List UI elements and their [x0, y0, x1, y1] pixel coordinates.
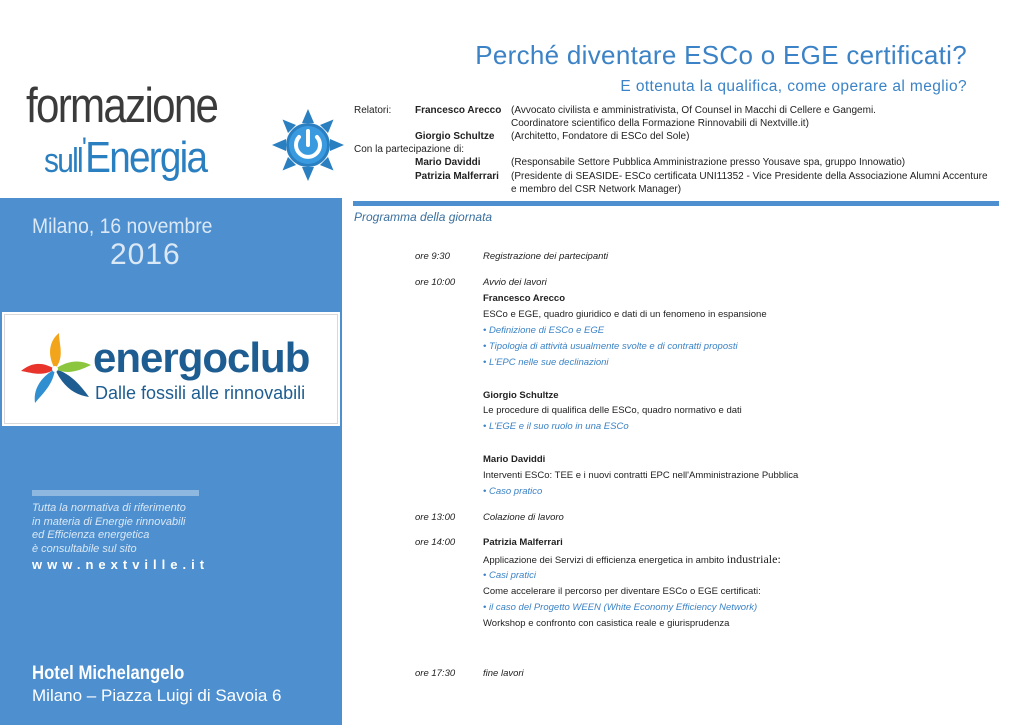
sponsor-name-b: club [227, 334, 310, 381]
sponsor-inner [4, 314, 338, 424]
speaker-desc: (Architetto, Fondatore di ESCo del Sole) [511, 131, 690, 142]
program-bullet: • Casi pratici [483, 570, 536, 581]
relatori-label: Relatori: [354, 105, 392, 116]
speaker-desc: (Responsabile Settore Pubblica Amministrazione presso Yousave spa, gruppo Innowatio) [511, 157, 906, 168]
program-speaker: Patrizia Malferrari [483, 537, 563, 548]
power-button-sun-icon [270, 107, 346, 183]
program-item: fine lavori [483, 668, 524, 679]
program-bullet: • L'EGE e il suo ruolo in una ESCo [483, 421, 629, 432]
program-topic: ESCo e EGE, quadro giuridico e dati di un fenomeno in espansione [483, 309, 767, 320]
participation-label: Con la partecipazione di: [354, 144, 465, 155]
program-time: ore 9:30 [415, 251, 450, 262]
venue-name: Hotel Michelangelo [32, 663, 185, 684]
page-title: Perché diventare ESCo o EGE certificati? [475, 40, 967, 70]
speaker-desc: Coordinatore scientifico della Formazione Rinnovabili di Nextville.it) [511, 118, 809, 129]
logo-line-2a: sull [44, 142, 82, 180]
venue-address: Milano – Piazza Luigi di Savoia 6 [32, 686, 282, 705]
speaker-desc: (Avvocato civilista e amministrativista, Of Counsel in Macchi di Cellere e Gangemi. [511, 105, 876, 116]
info-text [32, 502, 272, 556]
speaker-name: Patrizia Malferrari [415, 171, 499, 182]
sponsor-tagline: Dalle fossili alle rinnovabili [95, 383, 306, 403]
program-bullet: • Caso pratico [483, 486, 543, 497]
program-bullet: • il caso del Progetto WEEN (White Economy Efficiency Network) [483, 602, 758, 613]
program-speaker: Mario Daviddi [483, 454, 546, 465]
logo-line-2b: Energia [85, 133, 207, 182]
program-bullet: • L'EPC nelle sue declinazioni [483, 357, 609, 368]
program-time: ore 10:00 [415, 277, 456, 288]
program-topic: Le procedure di qualifica delle ESCo, quadro normativo e dati [483, 405, 742, 416]
website-link[interactable]: www.nextville.it [32, 557, 210, 572]
program-time: ore 17:30 [415, 668, 456, 679]
info-line: in materia di Energie rinnovabili [32, 515, 186, 528]
program-time: ore 14:00 [415, 537, 456, 548]
sponsor-name [93, 335, 309, 381]
program-bullet: • Tipologia di attività usualmente svolte e di contratti proposti [483, 341, 738, 352]
program-topic: Interventi ESCo: TEE e i nuovi contratti EPC nell'Amministrazione Pubblica [483, 470, 799, 481]
program-speaker: Giorgio Schultze [483, 390, 559, 401]
speaker-name: Giorgio Schultze [415, 131, 495, 142]
speaker-name: Francesco Arecco [415, 105, 502, 116]
program-topic-a: Applicazione dei Servizi di efficienza energetica in ambito [483, 555, 727, 566]
page-subtitle: E ottenuta la qualifica, come operare al meglio? [620, 78, 967, 95]
program-topic-b: industriale: [726, 552, 781, 566]
pinwheel-logo-icon [19, 331, 91, 405]
program-item: Colazione di lavoro [483, 512, 564, 523]
info-line: è consultabile sul sito [32, 542, 137, 555]
event-year: 2016 [110, 238, 181, 271]
section-divider [353, 201, 999, 206]
logo-apostrophe: ' [81, 132, 86, 165]
program-time: ore 13:00 [415, 512, 456, 523]
speaker-name: Mario Daviddi [415, 157, 481, 168]
program-topic [483, 553, 781, 567]
speaker-desc: e membro del CSR Network Manager) [511, 184, 682, 195]
info-line: ed Efficienza energetica [32, 529, 150, 541]
program-speaker: Francesco Arecco [483, 293, 566, 304]
program-item: Registrazione dei partecipanti [483, 251, 609, 262]
program-topic: Workshop e confronto con casistica reale e giurisprudenza [483, 618, 730, 629]
formazione-logo [20, 80, 340, 190]
logo-line-2 [44, 124, 206, 186]
left-column [0, 0, 342, 725]
program-bullet: • Definizione di ESCo e EGE [483, 325, 605, 336]
divider [32, 490, 199, 496]
program-title: Programma della giornata [354, 210, 493, 224]
info-line: Tutta la normativa di riferimento [32, 502, 186, 514]
event-date: Milano, 16 novembre [32, 215, 213, 238]
sponsor-name-a: energo [93, 334, 228, 381]
logo-line-1: formazione [26, 79, 218, 133]
sponsor-box [0, 310, 342, 428]
speaker-desc: (Presidente di SEASIDE- ESCo certificata UNI11352 - Vice Presidente della Associazione Alumni Accenture [511, 171, 988, 182]
program-item: Avvio dei lavori [483, 277, 547, 288]
program-topic: Come accelerare il percorso per diventare ESCo o EGE certificati: [483, 586, 761, 597]
